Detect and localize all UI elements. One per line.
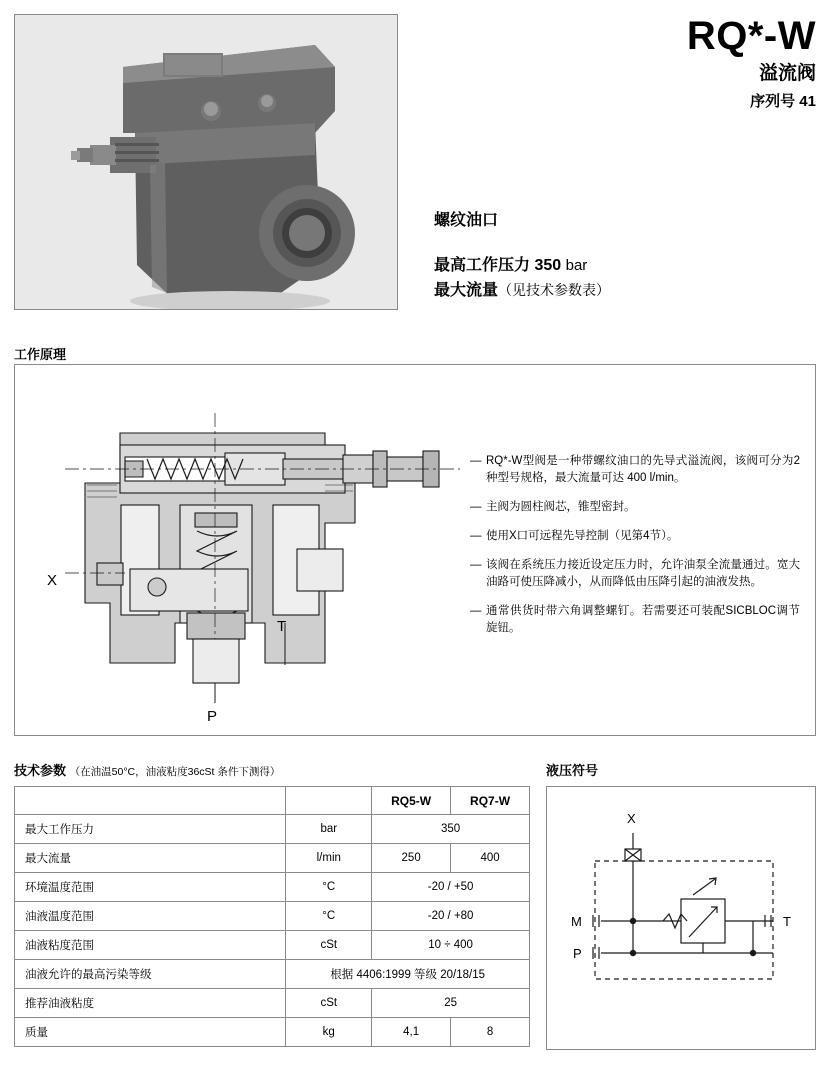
product-photo-image <box>15 15 398 310</box>
row-value: -20 / +80 <box>372 902 530 931</box>
table-row <box>15 1018 530 1047</box>
note-text: 主阀为圆柱阀芯，锥型密封。 <box>486 501 636 513</box>
table-row <box>15 960 530 989</box>
product-subtitle: 溢流阀 <box>758 63 816 84</box>
symbol-label-t: T <box>783 914 791 929</box>
row-value-rq5w: 4,1 <box>372 1018 451 1047</box>
row-label: 油液温度范围 <box>15 902 286 931</box>
note-item <box>470 557 800 591</box>
header-rq7w: RQ7-W <box>451 787 530 815</box>
hydraulic-symbol-box <box>546 786 816 1050</box>
header-empty-2 <box>286 787 372 815</box>
serial-number: 序列号 41 <box>750 93 816 110</box>
note-text: 使用X口可远程先导控制（见第4节）。 <box>486 530 679 542</box>
tech-section-label <box>14 760 280 779</box>
row-label: 推荐油液粘度 <box>15 989 286 1018</box>
row-unit: °C <box>286 873 372 902</box>
note-text: RQ*-W型阀是一种带螺纹油口的先导式溢流阀，该阀可分为2种型号规格，最大流量可达 400 l/min。 <box>486 455 800 484</box>
table-row <box>15 873 530 902</box>
max-flow-note: （见技术参数表） <box>498 282 611 298</box>
table-row <box>15 989 530 1018</box>
tech-condition: （在油温50°C，油液粘度36cSt 条件下测得） <box>69 766 281 778</box>
row-unit: bar <box>286 815 372 844</box>
note-dash: — <box>470 455 482 467</box>
note-item <box>470 499 800 516</box>
row-value: -20 / +50 <box>372 873 530 902</box>
port-type: 螺纹油口 <box>434 212 499 229</box>
note-text: 该阀在系统压力接近设定压力时，允许油泵全流量通过。宽大油路可使压降减小，从而降低由压降引起的油液发热。 <box>486 559 800 588</box>
symbol-label-p: P <box>573 946 582 961</box>
header-rq5w: RQ5-W <box>372 787 451 815</box>
page-header <box>14 14 816 314</box>
note-dash: — <box>470 501 482 513</box>
table-header-row <box>15 787 530 815</box>
label-p: P <box>207 708 218 725</box>
max-pressure-label: 最高工作压力 <box>434 257 531 274</box>
row-label: 最大工作压力 <box>15 815 286 844</box>
row-value-rq5w: 250 <box>372 844 451 873</box>
principle-section-label: 工作原理 <box>14 347 67 362</box>
principle-notes <box>470 453 800 649</box>
label-x: X <box>47 572 58 589</box>
hydraulic-symbol-diagram <box>547 787 817 1051</box>
row-unit: kg <box>286 1018 372 1047</box>
title-block <box>436 14 816 112</box>
table-row <box>15 902 530 931</box>
note-item <box>470 528 800 545</box>
row-unit: cSt <box>286 931 372 960</box>
product-photo <box>14 14 398 310</box>
tech-section-title: 技术参数 <box>14 763 67 778</box>
row-value: 25 <box>372 989 530 1018</box>
symbol-section-label: 液压符号 <box>546 763 599 778</box>
table-row <box>15 931 530 960</box>
row-value: 根据 4406:1999 等级 20/18/15 <box>286 960 530 989</box>
row-label: 最大流量 <box>15 844 286 873</box>
row-value: 350 <box>372 815 530 844</box>
row-label: 油液粘度范围 <box>15 931 286 960</box>
tech-specs-table <box>14 786 530 1047</box>
cross-section-drawing <box>25 373 465 725</box>
principle-box <box>14 364 816 736</box>
note-item <box>470 603 800 637</box>
header-empty-1 <box>15 787 286 815</box>
row-value: 10 ÷ 400 <box>372 931 530 960</box>
label-t: T <box>277 618 287 635</box>
max-flow-spec <box>434 278 824 303</box>
row-value-rq7w: 8 <box>451 1018 530 1047</box>
table-row <box>15 844 530 873</box>
row-unit: cSt <box>286 989 372 1018</box>
max-pressure-spec <box>434 254 824 278</box>
row-unit: °C <box>286 902 372 931</box>
table-row <box>15 815 530 844</box>
note-dash: — <box>470 605 482 617</box>
row-unit: l/min <box>286 844 372 873</box>
row-value-rq7w: 400 <box>451 844 530 873</box>
row-label: 油液允许的最高污染等级 <box>15 960 286 989</box>
note-dash: — <box>470 530 482 542</box>
row-label: 环境温度范围 <box>15 873 286 902</box>
note-text: 通常供货时带六角调整螺钉。若需要还可装配SICBLOC调节旋钮。 <box>486 605 800 634</box>
header-specs <box>434 210 824 303</box>
symbol-label-m: M <box>571 914 582 929</box>
row-label: 质量 <box>15 1018 286 1047</box>
symbol-label-x: X <box>627 811 636 826</box>
note-item <box>470 453 800 487</box>
max-flow-label: 最大流量 <box>434 282 499 299</box>
max-pressure-value: 350 <box>534 257 562 274</box>
product-title: RQ*-W <box>686 14 816 58</box>
note-dash: — <box>470 559 482 571</box>
max-pressure-unit: bar <box>565 257 588 274</box>
